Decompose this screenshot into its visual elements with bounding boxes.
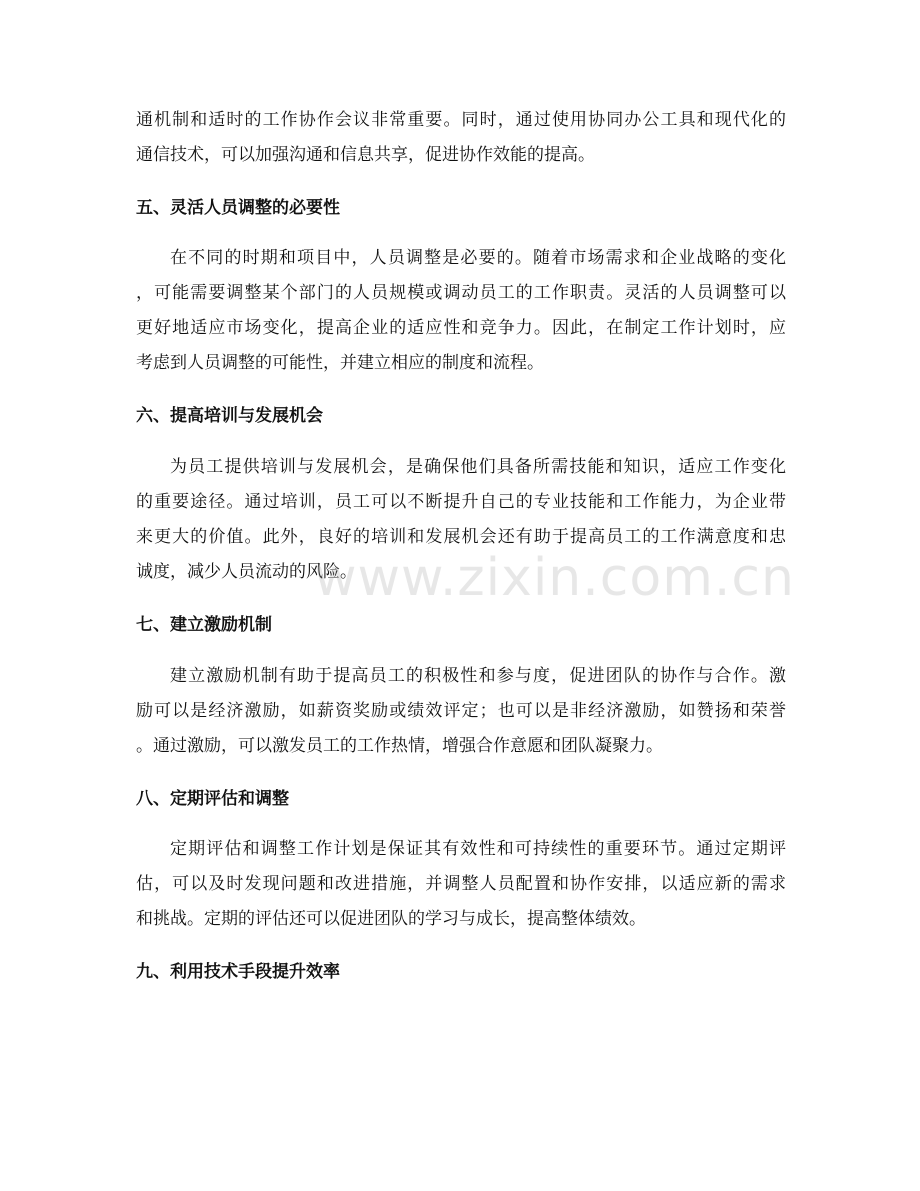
section-8-line-3: 和挑战。定期的评估还可以促进团队的学习与成长，提高整体绩效。 bbox=[136, 909, 646, 929]
watermark-text: www.zixin.com.cn bbox=[314, 548, 795, 608]
section-7-line-3: 。通过激励，可以激发员工的工作热情，增强合作意愿和团队凝聚力。 bbox=[136, 736, 663, 756]
intro-line-2: 通信技术，可以加强沟通和信息共享，促进协作效能的提高。 bbox=[136, 145, 595, 165]
section-6-line-3: 来更大的价值。此外，良好的培训和发展机会还有助于提高员工的工作满意度和忠 bbox=[136, 527, 786, 547]
section-5-line-3: 更好地适应市场变化，提高企业的适应性和竞争力。因此，在制定工作计划时，应 bbox=[136, 318, 786, 338]
intro-line-1: 通机制和适时的工作协作会议非常重要。同时，通过使用协同办公工具和现代化的 bbox=[136, 110, 786, 130]
section-6-line-4: 诚度，减少人员流动的风险。 bbox=[136, 562, 357, 582]
section-heading-9: 九、利用技术手段提升效率 bbox=[136, 962, 340, 982]
section-5-line-2: ，可能需要调整某个部门的人员规模或调动员工的工作职责。灵活的人员调整可以 bbox=[136, 283, 786, 303]
section-8-line-1: 定期评估和调整工作计划是保证其有效性和可持续性的重要环节。通过定期评 bbox=[170, 839, 786, 859]
section-heading-6: 六、提高培训与发展机会 bbox=[136, 406, 323, 426]
section-8-line-2: 估，可以及时发现问题和改进措施，并调整人员配置和协作安排，以适应新的需求 bbox=[136, 874, 786, 894]
section-6-line-2: 的重要途径。通过培训，员工可以不断提升自己的专业技能和工作能力，为企业带 bbox=[136, 492, 786, 512]
section-7-line-2: 励可以是经济激励，如薪资奖励或绩效评定；也可以是非经济激励，如赞扬和荣誉 bbox=[136, 701, 786, 721]
section-6-line-1: 为员工提供培训与发展机会，是确保他们具备所需技能和知识，适应工作变化 bbox=[170, 457, 786, 477]
section-5-line-1: 在不同的时期和项目中，人员调整是必要的。随着市场需求和企业战略的变化 bbox=[170, 248, 786, 268]
section-heading-8: 八、定期评估和调整 bbox=[136, 789, 289, 809]
section-heading-5: 五、灵活人员调整的必要性 bbox=[136, 198, 340, 218]
section-heading-7: 七、建立激励机制 bbox=[136, 615, 272, 635]
section-7-line-1: 建立激励机制有助于提高员工的积极性和参与度，促进团队的协作与合作。激 bbox=[170, 666, 786, 686]
section-5-line-4: 考虑到人员调整的可能性，并建立相应的制度和流程。 bbox=[136, 353, 544, 373]
